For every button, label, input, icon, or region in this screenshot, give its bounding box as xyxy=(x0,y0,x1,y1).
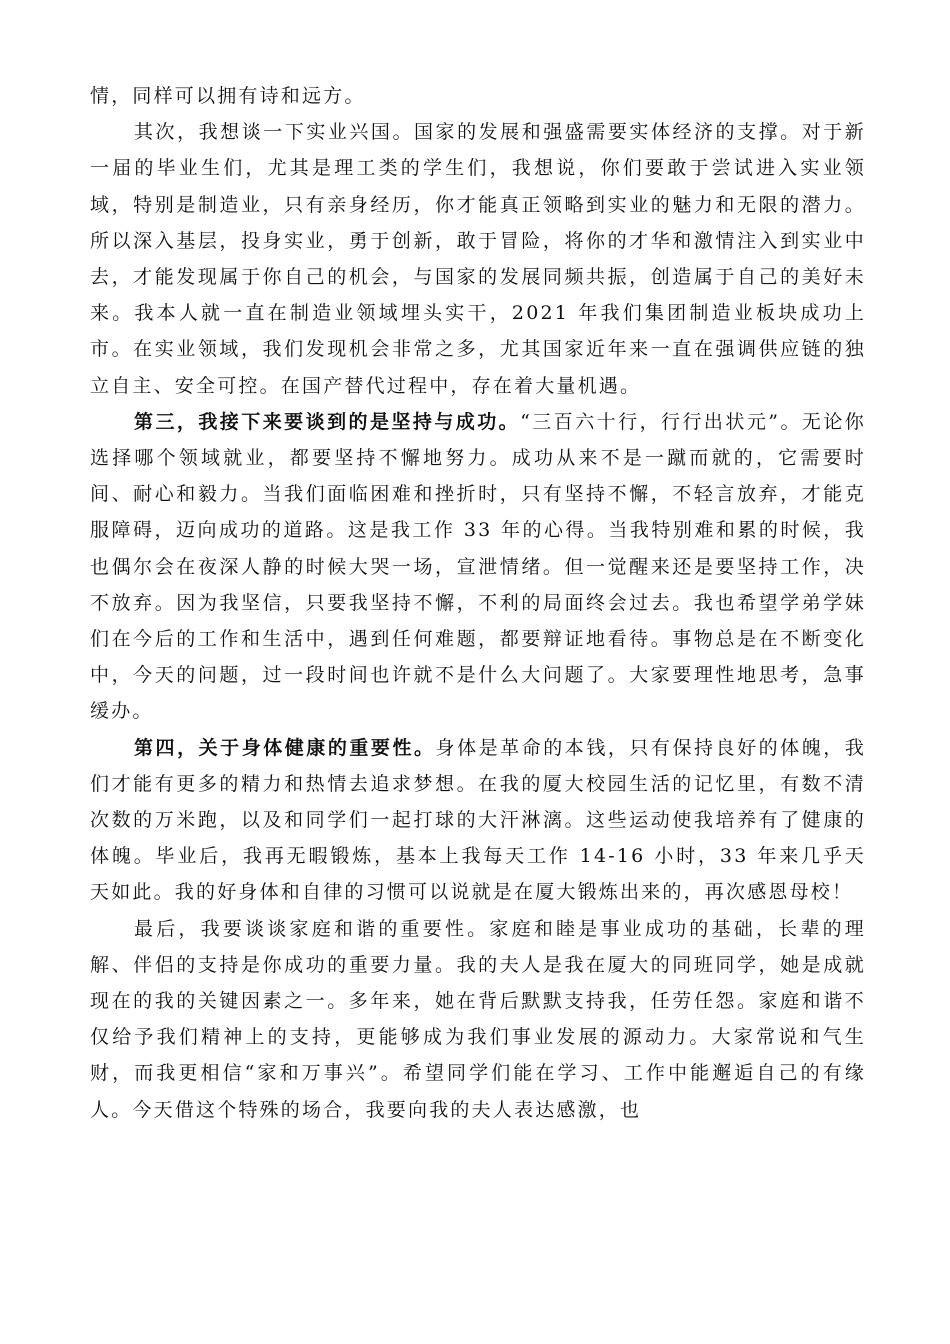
paragraph-text: 其次，我想谈一下实业兴国。国家的发展和强盛需要实体经济的支撑。对于新一届的毕业生们，尤其是理工类的学生们，我想说，你们要敢于尝试进入实业领域，特别是制造业，只有亲身经历，你才能真正领略到实业的魅力和无限的潜力。所以深入基层，投身实业，勇于创新，敢于冒险，将你的才华和激情注入到实业中去，才能发现属于你自己的机会，与国家的发展同频共振，创造属于自己的美好未来。我本人就一直在制造业领域埋头实干，2021 年我们集团制造业板块成功上市。在实业领域，我们发现机会非常之多，尤其国家近年来一直在强调供应链的独立自主、安全可控。在国产替代过程中，存在着大量机遇。 xyxy=(90,121,866,397)
paragraph-text: “三百六十行，行行出状元”。无论你选择哪个领域就业，都要坚持不懈地努力。成功从来不是一蹴而就的，它需要时间、耐心和毅力。当我们面临困难和挫折时，只有坚持不懈，不轻言放弃，才能克服障碍，迈向成功的道路。这是我工作 33 年的心得。当我特别难和累的时候，我也偶尔会在夜深人静的时候大哭一场，宣泄情绪。但一觉醒来还是要坚持工作，决不放弃。因为我坚信，只要我坚持不懈，不利的局面终会过去。我也希望学弟学妹们在今后的工作和生活中，遇到任何难题，都要辩证地看待。事物总是在不断变化中，今天的问题，过一段时间也许就不是什么大问题了。大家要理性地思考，急事缓办。 xyxy=(90,410,866,723)
paragraph-lead-bold: 第三，我接下来要谈到的是坚持与成功。 xyxy=(134,410,521,433)
paragraph-text: 情，同样可以拥有诗和远方。 xyxy=(90,85,366,107)
paragraph-persistence xyxy=(90,404,866,730)
paragraph-lead-bold: 第四，关于身体健康的重要性。 xyxy=(134,736,436,759)
paragraph-text: 最后，我要谈谈家庭和谐的重要性。家庭和睦是事业成功的基础，长辈的理解、伴侣的支持是你成功的重要力量。我的夫人是我在厦大的同班同学，她是成就现在的我的关键因素之一。多年来，她在背后默默支持我，任劳任怨。家庭和谐不仅给予我们精神上的支持，更能够成为我们事业发展的源动力。大家常说和气生财，而我更相信“家和万事兴”。希望同学们能在学习、工作中能邂逅自己的有缘人。今天借这个特殊的场合，我要向我的夫人表达感激，也 xyxy=(90,917,866,1121)
paragraph-industry xyxy=(90,114,866,404)
paragraph-family xyxy=(90,911,866,1128)
paragraph-health xyxy=(90,730,866,911)
paragraph-continuation xyxy=(90,78,866,114)
paragraph-text: 身体是革命的本钱，只有保持良好的体魄，我们才能有更多的精力和热情去追求梦想。在我的厦大校园生活的记忆里，有数不清次数的万米跑，以及和同学们一起打球的大汗淋漓。这些运动使我培养有了健康的体魄。毕业后，我再无暇锻炼，基本上我每天工作 14-16 小时，33 年来几乎天天如此。我的好身体和自律的习惯可以说就是在厦大锻炼出来的，再次感恩母校！ xyxy=(90,736,866,904)
